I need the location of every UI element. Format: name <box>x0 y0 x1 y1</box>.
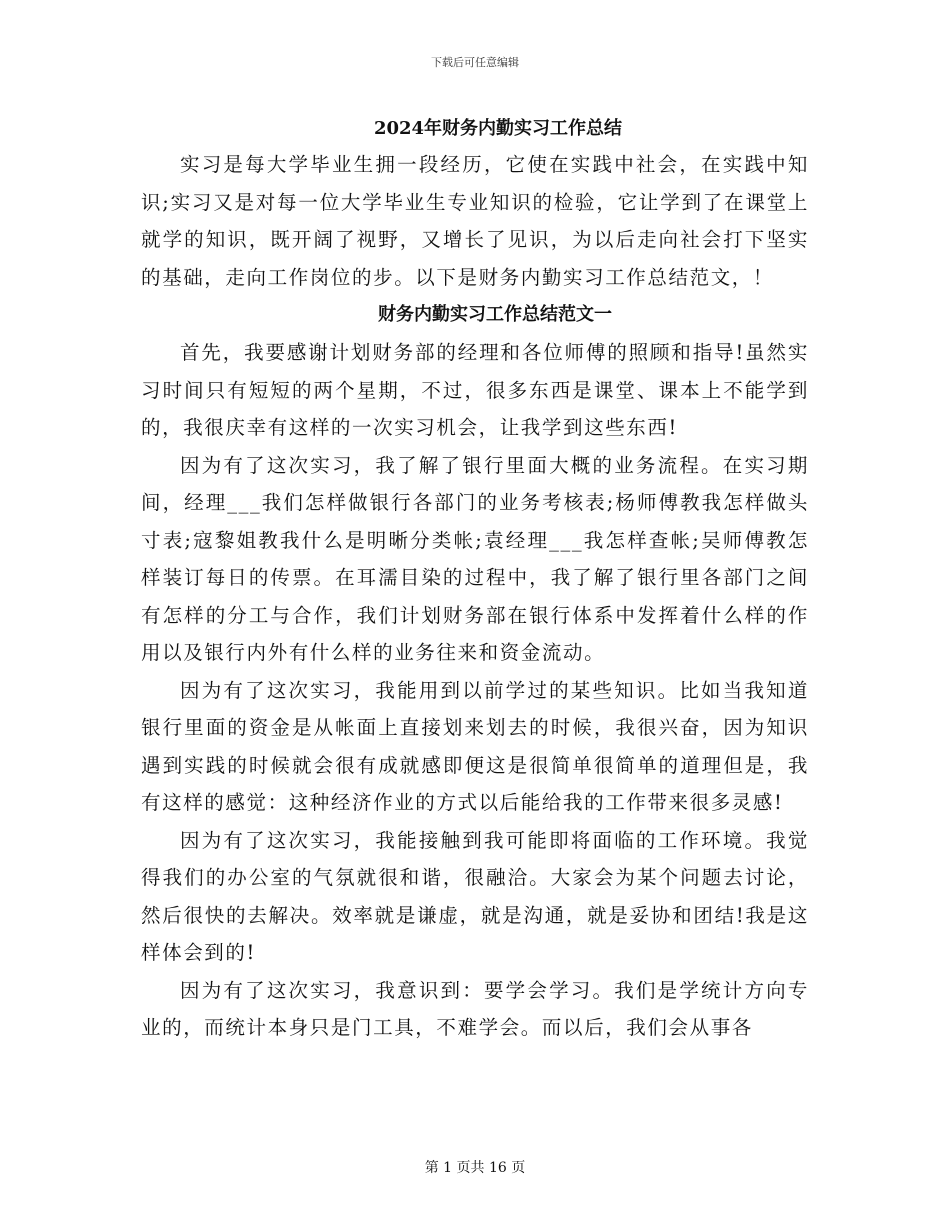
body-paragraph-5: 因为有了这次实习，我意识到：要学会学习。我们是学统计方向专业的，而统计本身只是门工具，不难学会。而以后，我们会从事各 <box>141 978 809 1039</box>
document-body <box>141 112 809 1047</box>
body-paragraph-4: 因为有了这次实习，我能接触到我可能即将面临的工作环境。我觉得我们的办公室的气氛就很和谐，很融洽。大家会为某个问题去讨论，然后很快的去解决。效率就是谦虚，就是沟通，就是妥协和团结!我是这样体会到的! <box>141 828 809 964</box>
page-number: 第 1 页共 16 页 <box>424 1160 526 1176</box>
body-paragraph-1: 首先，我要感谢计划财务部的经理和各位师傅的照顾和指导!虽然实习时间只有短短的两个星期，不过，很多东西是课堂、课本上不能学到的，我很庆幸有这样的一次实习机会，让我学到这些东西! <box>141 341 809 439</box>
document-title: 2024年财务内勤实习工作总结 <box>373 118 623 139</box>
intro-paragraph: 实习是每大学毕业生拥一段经历，它使在实践中社会，在实践中知识;实习又是对每一位大学毕业生专业知识的检验，它让学到了在课堂上就学的知识，既开阔了视野，又增长了见识，为以后走向社会打下坚实的基础，走向工作岗位的步。以下是财务内勤实习工作总结范文，！ <box>141 153 809 289</box>
section-title: 财务内勤实习工作总结范文一 <box>378 304 612 325</box>
body-paragraph-3: 因为有了这次实习，我能用到以前学过的某些知识。比如当我知道银行里面的资金是从帐面上直接划来划去的时候，我很兴奋，因为知识遇到实践的时候就会很有成就感即便这是很简单很简单的道理但是，我有这样的感觉：这种经济作业的方式以后能给我的工作带来很多灵感! <box>141 678 809 814</box>
page-header-note: 下载后可任意编辑 <box>431 56 519 69</box>
body-paragraph-2: 因为有了这次实习，我了解了银行里面大概的业务流程。在实习期间，经理___我们怎样做银行各部门的业务考核表;杨师傅教我怎样做头寸表;寇黎姐教我什么是明晰分类帐;袁经理___我怎样查帐;吴师傅教怎样装订每日的传票。在耳濡目染的过程中，我了解了银行里各部门之间有怎样的分工与合作，我们计划财务部在银行体系中发挥着什么样的作用以及银行内外有什么样的业务往来和资金流动。 <box>141 453 809 664</box>
